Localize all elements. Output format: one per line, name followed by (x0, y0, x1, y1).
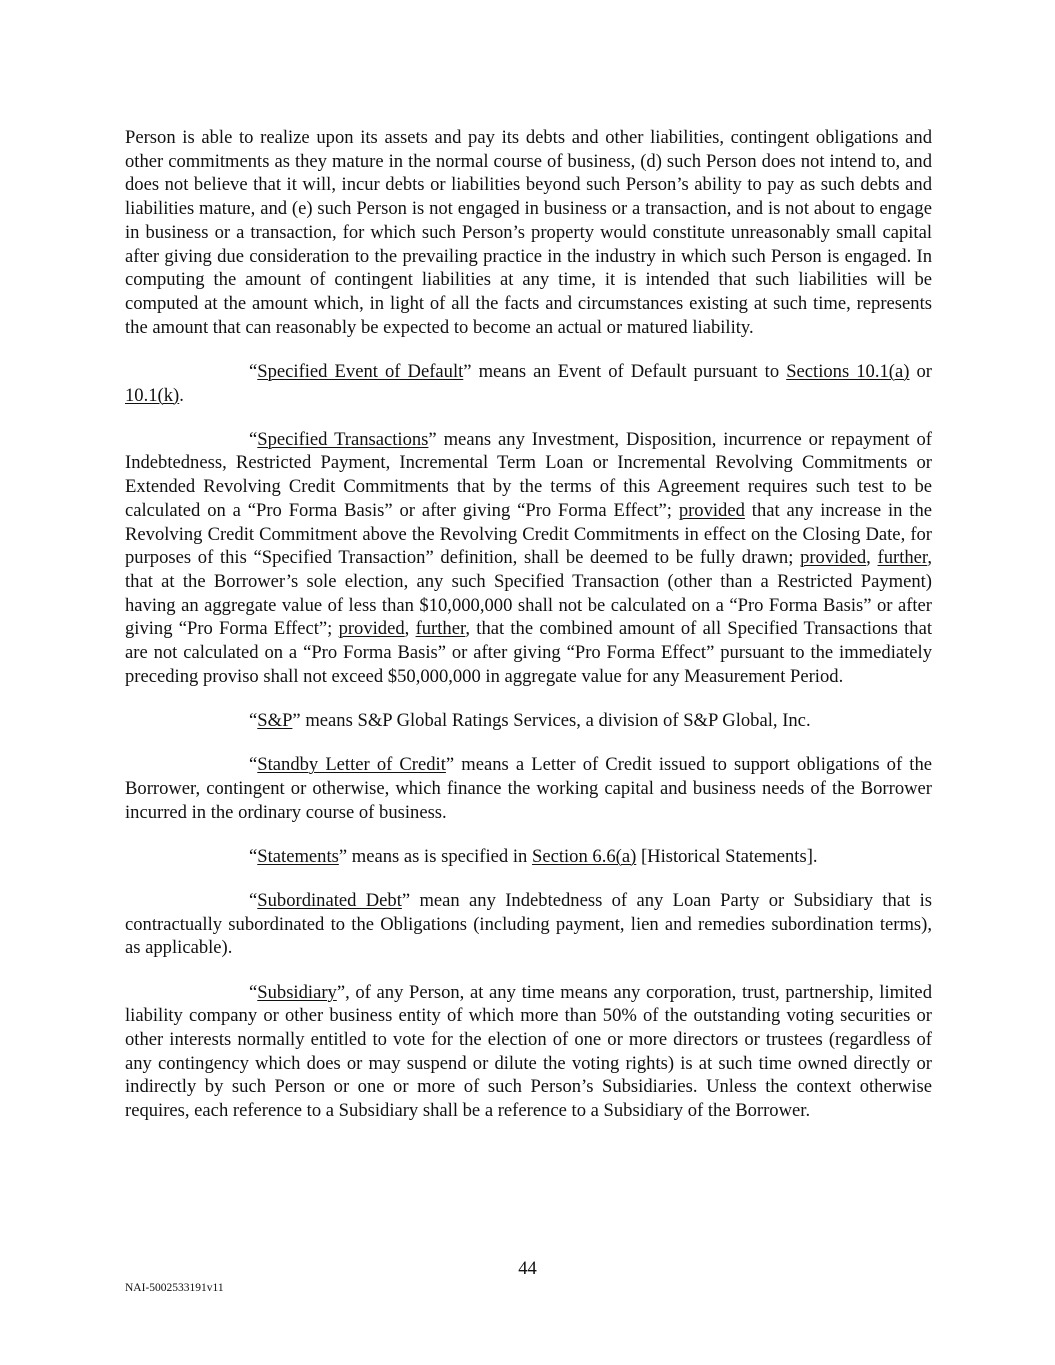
definition-text: ”, of any Person, at any time means any corporation, trust, partnership, limited liability company or other business entity of which more than 50% of the outstanding voting securities or other interests normally entitled to vote for the election of one or more directors or trustees (regardless of any contingency which does or may suspend or dilute the voting rights) is at such time owned directly or indirectly by such Person or one or more of such Person’s Subsidiaries. Unless the context otherwise requires, each reference to a Subsidiary shall be a reference to a Subsidiary of the Borrower. (125, 981, 932, 1122)
definition-text: ” mean any Indebtedness of any Loan Party or Subsidiary that is contractually subordinated to the Obligations (including payment, lien and remedies subordination terms), as applicable). (125, 889, 932, 959)
definition-statements (125, 845, 932, 869)
open-quote: “ (249, 360, 258, 382)
document-body (125, 126, 932, 1143)
page-number: 44 (518, 1258, 537, 1279)
defined-term: Standby Letter of Credit (257, 754, 446, 776)
defined-term: Subsidiary (257, 981, 337, 1003)
open-quote: “ (249, 845, 258, 867)
proviso-term: provided (678, 499, 745, 521)
definition-text: , that the combined amount of all Specified Transactions that are not calculated on a “Pro Forma Basis” or after giving “Pro Forma Effect” pursuant to the immediately preceding proviso shall not exceed $50,000,000 in aggregate value for any Measurement Period. (125, 618, 932, 687)
proviso-term: provided (800, 547, 867, 569)
proviso-term: further (877, 547, 928, 569)
open-quote: “ (249, 428, 258, 450)
paragraph-text: Person is able to realize upon its assets and pay its debts and other liabilities, contingent obligations and other commitments as they mature in the normal course of business, (d) such Person does not intend to, and does not believe that it will, incur debts or liabilities beyond such Person’s ability to pay as such debts and liabilities mature, and (e) such Person is not engaged in business or a transaction, and is not about to engage in business or a transaction, for which such Person’s property would constitute unreasonably small capital after giving due consideration to the prevailing practice in the industry in which such Person is engaged. In computing the amount of contingent liabilities at any time, it is intended that such liabilities will be computed at the amount which, in light of all the facts and circumstances existing at such time, represents the amount that can reasonably be expected to become an actual or matured liability. (125, 127, 932, 338)
defined-term: Subordinated Debt (257, 889, 402, 911)
definition-specified-event-of-default (125, 360, 932, 407)
definition-text: ” means any Investment, Disposition, incurrence or repayment of Indebtedness, Restricted Payment, Incremental Term Loan or Incremental Revolving Commitments or Extended Revolving Credit Commitments that by the terms of this Agreement requires such test to be calculated on a “Pro Forma Basis” or after giving “Pro Forma Effect”; (125, 428, 932, 521)
definition-text: or (909, 360, 932, 382)
definition-subordinated-debt (125, 889, 932, 960)
definition-text: ” means a Letter of Credit issued to support obligations of the Borrower, contingent or otherwise, which finance the working capital and business needs of the Borrower incurred in the ordinary course of business. (125, 754, 932, 823)
open-quote: “ (249, 754, 258, 776)
definition-s-and-p (125, 709, 932, 733)
definition-specified-transactions (125, 428, 932, 689)
definition-text: that any increase in the Revolving Credit Commitment above the Revolving Credit Commitments in effect on the Closing Date, for purposes of this “Specified Transaction” definition, shall be deemed to be fully drawn; (125, 499, 932, 569)
definition-text: , (866, 547, 878, 569)
open-quote: “ (249, 889, 258, 911)
definition-text: [Historical Statements]. (636, 845, 818, 867)
section-reference: 10.1(k) (125, 384, 180, 406)
definition-text: , that at the Borrower’s sole election, any such Specified Transaction (other than a Restricted Payment) having an aggregate value of less than $10,000,000 shall not be calculated on a “Pro Forma Basis” or after giving “Pro Forma Effect”; (125, 547, 933, 640)
defined-term: Specified Transactions (257, 428, 429, 450)
document-id: NAI-5002533191v11 (125, 1282, 224, 1294)
defined-term: S&P (257, 709, 293, 731)
proviso-term: provided (338, 618, 405, 640)
definition-text: ” means as is specified in (338, 845, 532, 867)
section-reference: Sections 10.1(a) (786, 360, 910, 382)
definition-text: ” means S&P Global Ratings Services, a division of S&P Global, Inc. (292, 709, 811, 731)
open-quote: “ (249, 981, 258, 1003)
definition-subsidiary (125, 981, 932, 1123)
paragraph-solvency-continuation (125, 126, 932, 339)
defined-term: Specified Event of Default (257, 360, 464, 382)
definition-text: , (404, 618, 416, 640)
definition-text: ” means an Event of Default pursuant to (463, 360, 787, 382)
proviso-term: further (415, 618, 466, 640)
definition-standby-letter-of-credit (125, 753, 932, 824)
section-reference: Section 6.6(a) (531, 845, 637, 867)
open-quote: “ (249, 709, 258, 731)
defined-term: Statements (257, 845, 339, 867)
definition-text: . (179, 384, 184, 406)
